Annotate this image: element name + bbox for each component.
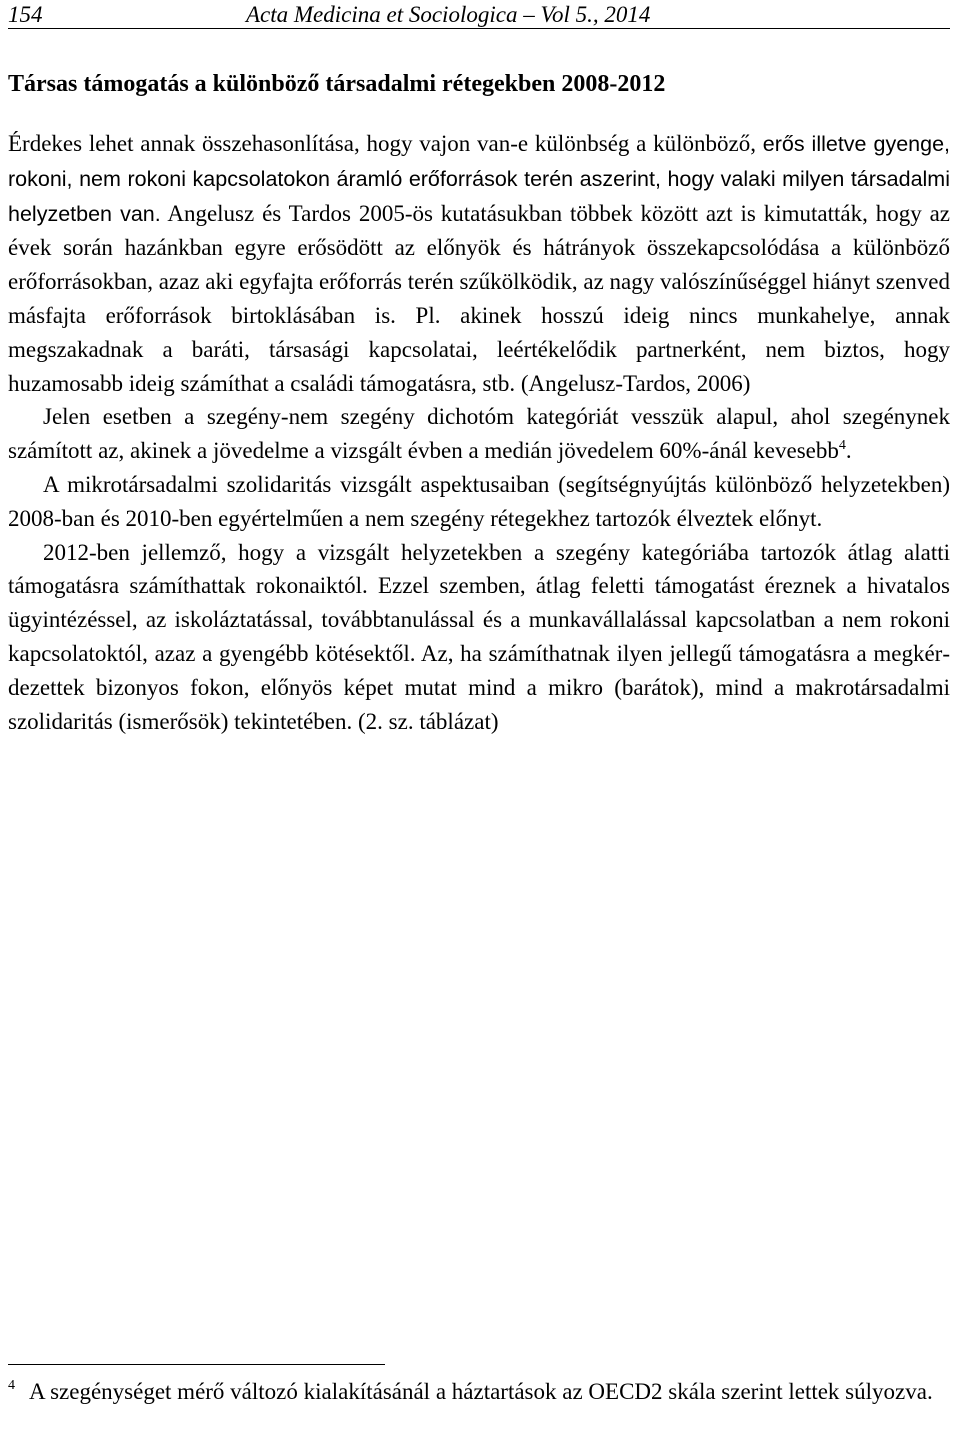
body-text — [8, 127, 950, 738]
document-page — [8, 0, 951, 1404]
paragraph-2 — [8, 400, 950, 468]
footnote-number: 4 — [8, 1378, 15, 1393]
paragraph-2-end: . — [845, 438, 852, 464]
footnote-rule — [8, 1364, 385, 1365]
page-number: 154 — [8, 2, 43, 27]
paragraph-1 — [8, 127, 950, 400]
section-title: Társas támogatás a különböző társadalmi rétegekben 2008-2012 — [8, 71, 666, 97]
paragraph-3: A mikrotársadalmi szolidaritás vizsgált aspektusaiban (segítségnyújtás különböző helyzetekben) 2008-ban és 2010-ben egyértelműen a nem szegény rétegekhez tartozók élveztek előnyt. — [8, 471, 950, 531]
paragraph-1-rest: Angelusz és Tardos 2005-ös kutatásukban többek között azt is kimutatták, hogy az évek során hazánkban egyre erősödött az előnyök és hátrányok összekapcsolódása a különböző erőforrásokban, azaz aki egyfajta erőforrás terén szűkölködik, az nagy valószínűséggel hiányt szenved másfajta erőforrások birtoklásában is. Pl. akinek hosszú ideig nincs munkahelye, annak megszakadnak a baráti, társasági kapcsolatai, leértékelődik partnerként, nem biztos, hogy huzamosabb ideig számíthat a családi támogatásra, stb. (Angelusz-Tardos, 2006) — [8, 200, 951, 396]
journal-title: Acta Medicina et Sociologica – Vol 5., 2014 — [246, 2, 651, 27]
footnote — [8, 1376, 950, 1407]
running-header — [8, 0, 950, 30]
paragraph-4: 2012-ben jellemző, hogy a vizsgált helyzetekben a szegény kategóriába tartozók átlag alatti támogatásra számíthattak rokonaiktól. Ezzel szemben, átlag feletti támogatást éreznek a hivatalos ügyintézéssel, az iskoláztatással, továbbtanulással és a munkavállalással kapcsolatban a nem rokoni kapcsolatoktól, azaz a gyengébb kötésektől. Az, ha számíthatnak ilyen jellegű támogatásra a megkérdezettek bizonyos fokon, előnyös képet mutat mind a mikro (barátok), mind a makrotársadalmi szolidaritás (ismerősök) tekintetében. (2. sz. táblázat) — [8, 539, 950, 734]
paragraph-1-sans-run: erős illetve gyenge, rokoni, nem rokoni kapcsolatokon áramló erőforrások terén aszerint, hogy valaki milyen társadalmi helyzetben van. — [8, 132, 950, 226]
header-rule — [8, 28, 950, 29]
footnote-reference[interactable]: 4 — [838, 438, 846, 454]
footnote-text: A szegénységet mérő változó kialakításánál a háztartások az OECD2 skála szerint lettek súlyozva. — [29, 1379, 933, 1404]
paragraph-1-intro: Érdekes lehet annak összehasonlítása, hogy vajon van-e különbség a különböző, — [8, 131, 763, 156]
paragraph-2-text: Jelen esetben a szegény-nem szegény dichotóm kategóriát vesszük alapul, ahol szegénynek számított az, akinek a jövedelme a vizsgált évben a medián jövedelem 60%-ánál kevesebb — [8, 404, 950, 464]
